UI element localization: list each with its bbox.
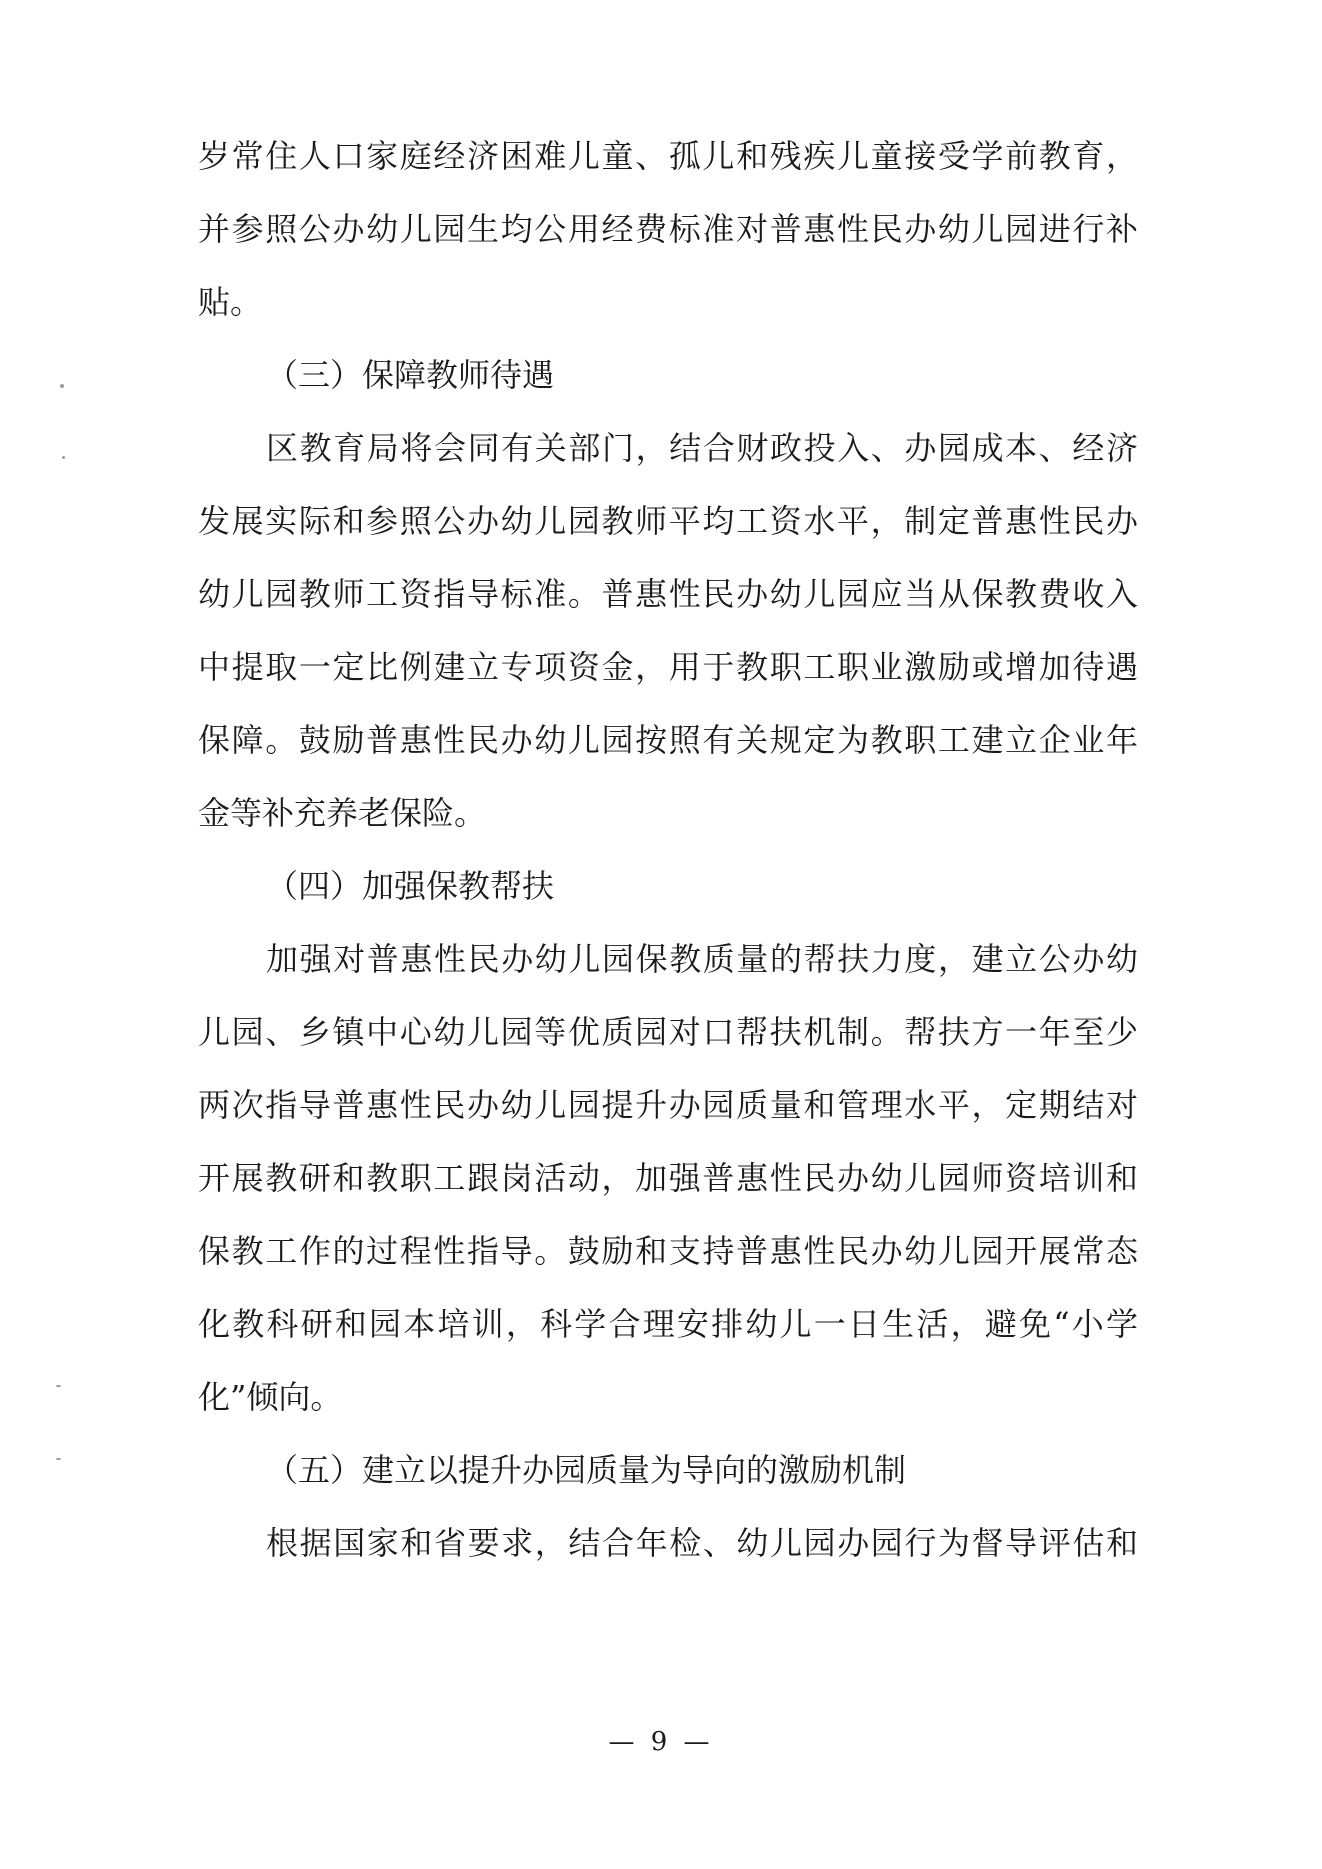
text-line: 发展实际和参照公办幼儿园教师平均工资水平，制定普惠性民办 (198, 502, 1138, 540)
text-line: 根据国家和省要求，结合年检、幼儿园办园行为督导评估和 (266, 1524, 1138, 1562)
scan-speck (60, 384, 64, 388)
section-heading: （三）保障教师待遇 (266, 356, 555, 394)
text-line: 儿园、乡镇中心幼儿园等优质园对口帮扶机制。帮扶方一年至少 (198, 1013, 1138, 1051)
scan-speck (56, 1458, 61, 1460)
text-line: 保障。鼓励普惠性民办幼儿园按照有关规定为教职工建立企业年 (198, 721, 1138, 759)
section-heading: （四）加强保教帮扶 (266, 867, 555, 905)
text-line: 保教工作的过程性指导。鼓励和支持普惠性民办幼儿园开展常态 (198, 1232, 1138, 1270)
text-line: 金等补充养老保险。 (198, 794, 487, 832)
scan-speck (56, 1385, 61, 1387)
text-line: 加强对普惠性民办幼儿园保教质量的帮扶力度，建立公办幼 (266, 940, 1138, 978)
text-line: 岁常住人口家庭经济困难儿童、孤儿和残疾儿童接受学前教育， (198, 137, 1138, 175)
text-line: 并参照公办幼儿园生均公用经费标准对普惠性民办幼儿园进行补 (198, 210, 1138, 248)
page-number: — 9 — (608, 1727, 714, 1757)
section-heading: （五）建立以提升办园质量为导向的激励机制 (266, 1451, 907, 1489)
text-line: 幼儿园教师工资指导标准。普惠性民办幼儿园应当从保教费收入 (198, 575, 1138, 613)
text-line: 两次指导普惠性民办幼儿园提升办园质量和管理水平，定期结对 (198, 1086, 1138, 1124)
text-line: 化”倾向。 (198, 1378, 343, 1416)
text-line: 开展教研和教职工跟岗活动，加强普惠性民办幼儿园师资培训和 (198, 1159, 1138, 1197)
text-line: 区教育局将会同有关部门，结合财政投入、办园成本、经济 (266, 429, 1138, 467)
text-line: 化教科研和园本培训，科学合理安排幼儿一日生活，避免“小学 (198, 1305, 1138, 1343)
text-line: 中提取一定比例建立专项资金，用于教职工职业激励或增加待遇 (198, 648, 1138, 686)
scan-speck (62, 456, 65, 459)
text-line: 贴。 (198, 283, 263, 321)
